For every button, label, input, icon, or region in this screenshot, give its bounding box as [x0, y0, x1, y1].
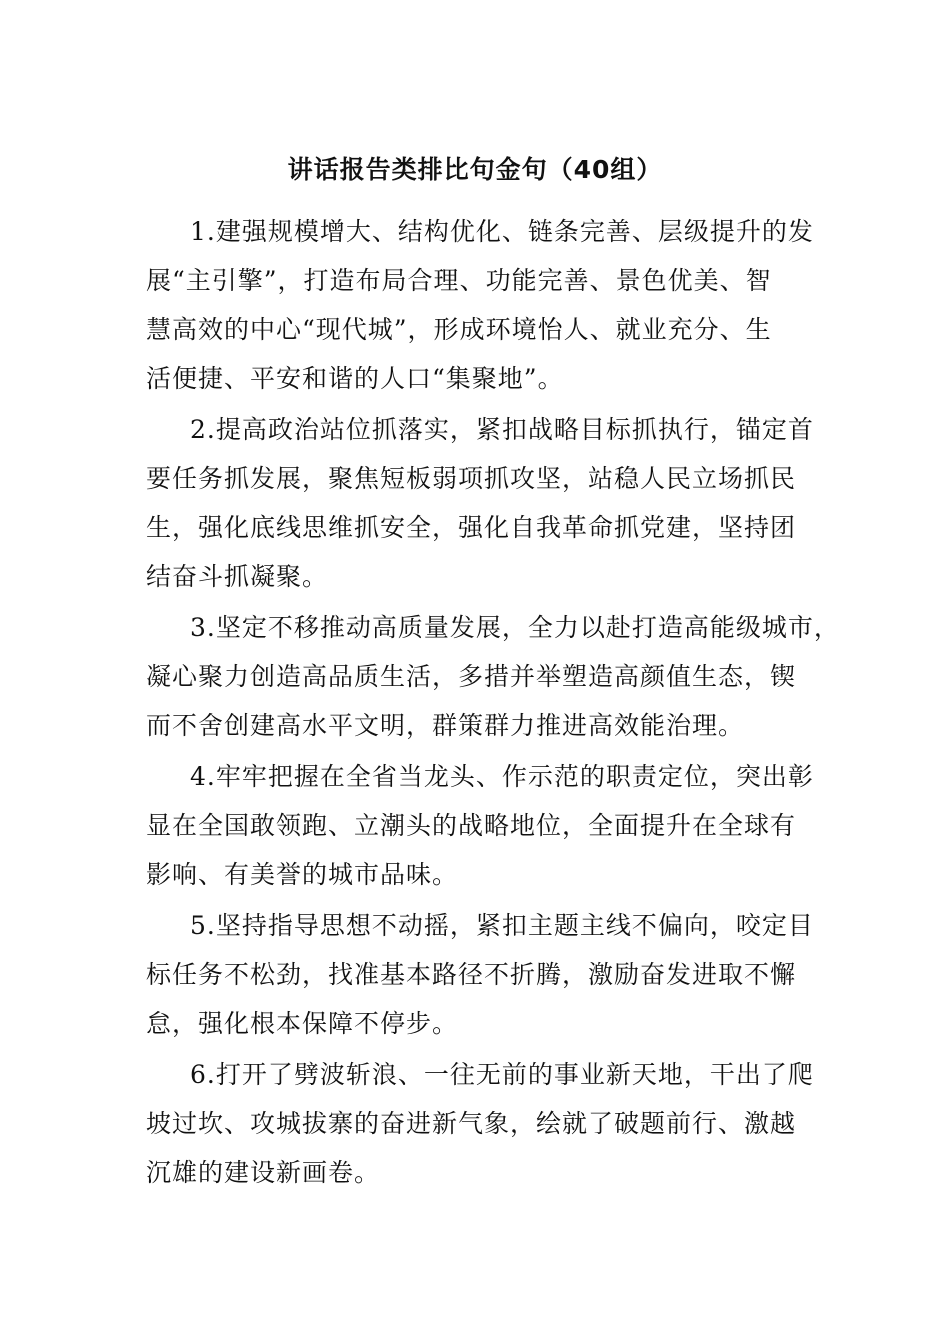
- paragraph-line: 4.牢牢把握在全省当龙头、作示范的职责定位，突出彰: [190, 762, 814, 791]
- paragraph-line: 3.坚定不移推动高质量发展，全力以赴打造高能级城市，: [190, 613, 840, 642]
- paragraph-line: 5.坚持指导思想不动摇，紧扣主题主线不偏向，咬定目: [190, 911, 814, 940]
- paragraph-line: 凝心聚力创造高品质生活，多措并举塑造高颜值生态，锲: [146, 662, 797, 691]
- paragraph-line: 显在全国敢领跑、立潮头的战略地位，全面提升在全球有: [146, 811, 797, 840]
- paragraph-line: 影响、有美誉的城市品味。: [146, 860, 459, 889]
- paragraph-3: [146, 603, 840, 750]
- paragraph-line: 坡过坎、攻城拔寨的奋进新气象，绘就了破题前行、激越: [146, 1109, 797, 1138]
- paragraph-6: [146, 1050, 814, 1197]
- paragraph-line: 6.打开了劈波斩浪、一往无前的事业新天地，干出了爬: [190, 1060, 814, 1089]
- paragraph-line: 慧高效的中心“现代城”，形成环境怡人、就业充分、生: [146, 315, 772, 344]
- paragraph-2: [146, 405, 814, 601]
- paragraph-4: [146, 752, 814, 899]
- paragraph-line: 2.提高政治站位抓落实，紧扣战略目标抓执行，锚定首: [190, 415, 814, 444]
- paragraph-line: 活便捷、平安和谐的人口“集聚地”。: [146, 364, 564, 393]
- paragraph-line: 而不舍创建高水平文明，群策群力推进高效能治理。: [146, 711, 745, 740]
- paragraph-line: 怠，强化根本保障不停步。: [146, 1009, 459, 1038]
- paragraph-1: [146, 207, 814, 403]
- paragraph-line: 要任务抓发展，聚焦短板弱项抓攻坚，站稳人民立场抓民: [146, 464, 797, 493]
- paragraph-line: 标任务不松劲，找准基本路径不折腾，激励奋发进取不懈: [146, 960, 797, 989]
- paragraph-line: 展“主引擎”，打造布局合理、功能完善、景色优美、智: [146, 266, 772, 295]
- paragraph-line: 沉雄的建设新画卷。: [146, 1158, 381, 1187]
- paragraph-line: 结奋斗抓凝聚。: [146, 562, 329, 591]
- paragraph-5: [146, 901, 814, 1048]
- paragraph-line: 生，强化底线思维抓安全，强化自我革命抓党建，坚持团: [146, 513, 797, 542]
- document-title: 讲话报告类排比句金句（40组）: [287, 155, 663, 184]
- paragraph-line: 1.建强规模增大、结构优化、链条完善、层级提升的发: [190, 217, 814, 246]
